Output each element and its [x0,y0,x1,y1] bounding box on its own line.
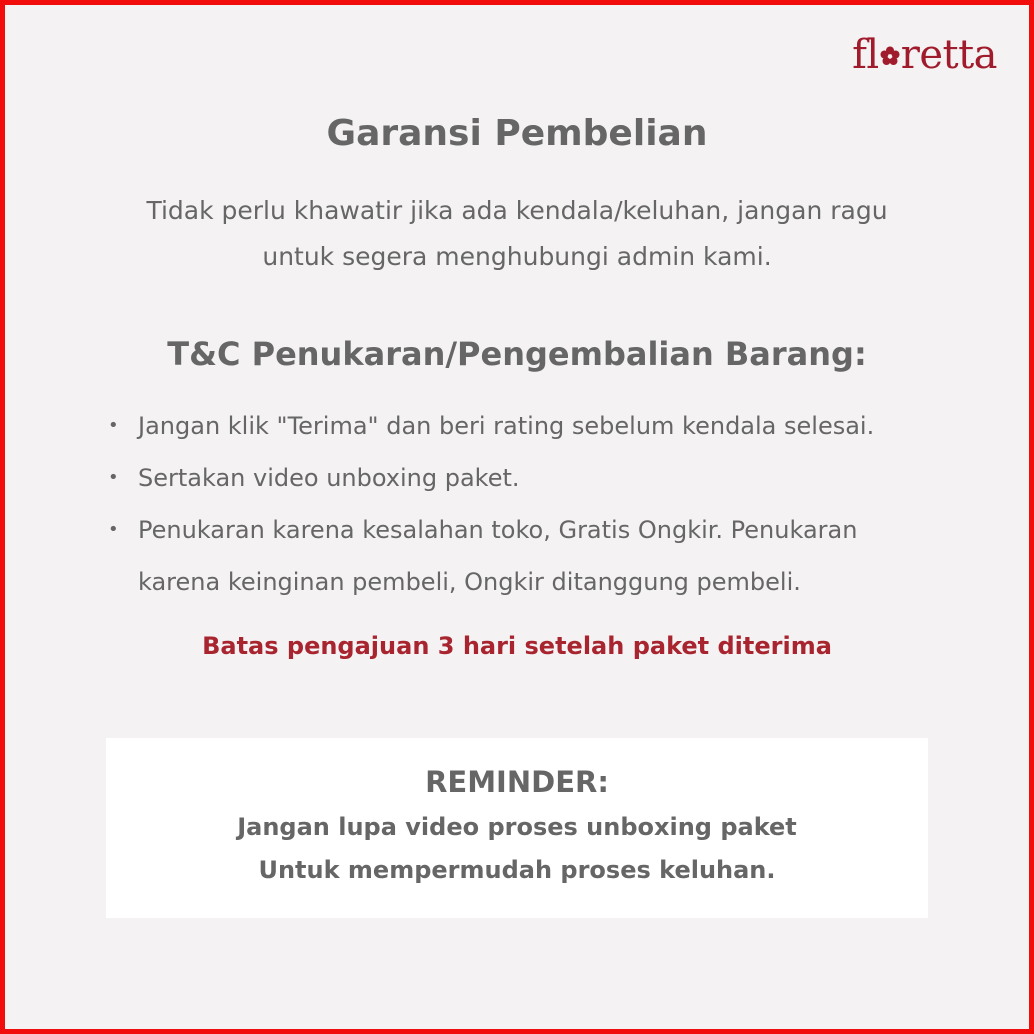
reminder-line: Jangan lupa video proses unboxing paket [237,813,797,841]
bullet-icon: • [108,519,119,540]
floretta-logo: fl retta [852,32,997,78]
list-item-text: Sertakan video unboxing paket. [138,464,520,492]
intro-line: Tidak perlu khawatir jika ada kendala/keluhan, jangan ragu [146,196,888,225]
intro-text [117,188,917,280]
reminder-title: REMINDER: [425,765,609,799]
page-title: Garansi Pembelian [326,113,708,154]
list-item-text: Jangan klik "Terima" dan beri rating sebelum kendala selesai. [138,412,875,440]
list-item [105,452,1005,504]
bullet-icon: • [108,467,119,488]
deadline-notice: Batas pengajuan 3 hari setelah paket diterima [202,632,832,660]
flower-icon [880,46,900,66]
bullet-icon: • [108,415,119,436]
reminder-box [106,738,928,918]
tc-heading: T&C Penukaran/Pengembalian Barang: [167,335,867,373]
reminder-line: Untuk mempermudah proses keluhan. [258,856,776,884]
intro-line: untuk segera menghubungi admin kami. [262,242,772,271]
tc-list [105,400,1005,608]
list-item-text: karena keinginan pembeli, Ongkir ditanggung pembeli. [138,568,801,596]
list-item [105,400,1005,452]
list-item-text: Penukaran karena kesalahan toko, Gratis Ongkir. Penukaran [138,516,858,544]
list-item [105,504,1005,608]
